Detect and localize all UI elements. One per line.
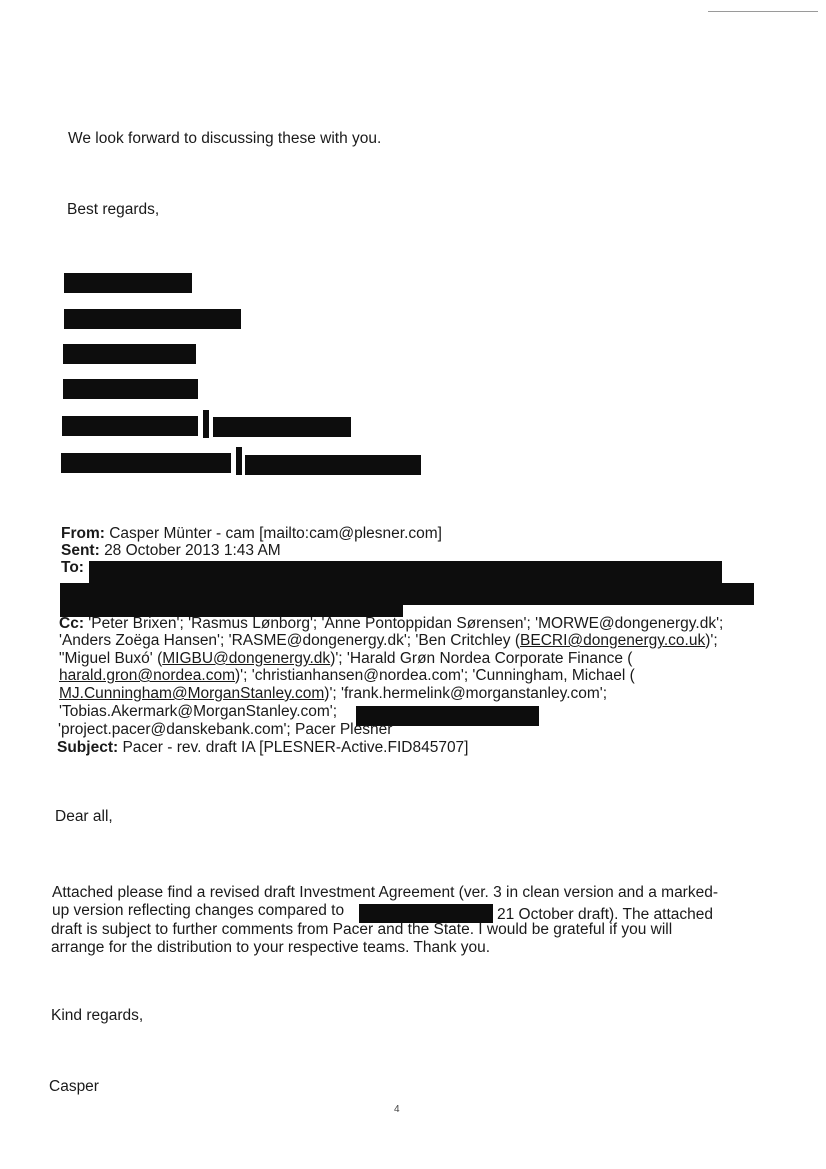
redaction-bar (236, 447, 242, 475)
redaction-bar (61, 453, 231, 473)
cc-line-7: 'project.pacer@danskebank.com'; Pacer Plesner (58, 721, 393, 738)
page-number: 4 (394, 1104, 400, 1115)
sent-value: 28 October 2013 1:43 AM (104, 542, 281, 559)
cc-text: )'; 'Harald Grøn Nordea Corporate Finance ( (330, 650, 633, 667)
email-link[interactable]: MIGBU@dongenergy.dk (162, 650, 331, 667)
redaction-bar (63, 379, 198, 399)
to-label: To: (61, 559, 84, 576)
paragraph-line: arrange for the distribution to your respective teams. Thank you. (51, 939, 491, 956)
cc-text: )'; (705, 632, 718, 649)
cc-label: Cc: (59, 615, 84, 632)
sent-line (61, 542, 281, 560)
cc-line-5 (59, 685, 607, 703)
from-value: Casper Münter - cam [mailto:cam@plesner.com] (109, 525, 442, 542)
email-link[interactable]: BECRI@dongenergy.co.uk (520, 632, 706, 649)
sent-label: Sent: (61, 542, 100, 559)
cc-text: 'Peter Brixen'; 'Rasmus Lønborg'; 'Anne Pontoppidan Sørensen'; 'MORWE@dongenergy.dk'; (88, 615, 724, 632)
paragraph-line: 21 October draft). The attached (497, 906, 713, 923)
email-link[interactable]: harald.gron@nordea.com (59, 667, 236, 684)
greeting: Dear all, (55, 808, 113, 825)
redaction-bar (64, 309, 241, 329)
redaction-bar (64, 273, 192, 293)
to-redaction (60, 583, 754, 605)
cc-line-6: 'Tobias.Akermark@MorganStanley.com'; (59, 703, 338, 720)
kind-regards: Kind regards, (51, 1007, 144, 1024)
paragraph-line: draft is subject to further comments from Pacer and the State. I would be grateful if you will (51, 921, 673, 938)
redaction-bar (203, 410, 209, 438)
from-line (61, 525, 442, 543)
redaction-bar (213, 417, 351, 437)
cc-text: "Miguel Buxó' ( (59, 650, 163, 667)
from-label: From: (61, 525, 105, 542)
email-link[interactable]: MJ.Cunningham@MorganStanley.com (59, 685, 325, 702)
cc-line-3 (59, 650, 632, 668)
cc-text: )'; 'christianhansen@nordea.com'; 'Cunningham, Michael ( (235, 667, 635, 684)
subject-value: Pacer - rev. draft IA [PLESNER-Active.FID845707] (122, 739, 469, 756)
best-regards: Best regards, (67, 201, 160, 218)
scan-artifact-line (708, 11, 818, 12)
cc-text: )'; 'frank.hermelink@morganstanley.com'; (324, 685, 608, 702)
cc-line-1 (59, 615, 723, 633)
redaction-bar (62, 416, 198, 436)
cc-line-2 (59, 632, 718, 650)
redaction-bar (63, 344, 196, 364)
redaction-bar (245, 455, 421, 475)
cc-text: 'Anders Zoëga Hansen'; 'RASME@dongenergy.dk'; 'Ben Critchley ( (59, 632, 521, 649)
paragraph-line: up version reflecting changes compared to (52, 902, 345, 919)
subject-line (57, 739, 469, 757)
subject-label: Subject: (57, 739, 119, 756)
closing-line: We look forward to discussing these with you. (68, 130, 382, 147)
signature-name: Casper (49, 1078, 99, 1095)
cc-line-4 (59, 667, 635, 685)
paragraph-line: Attached please find a revised draft Investment Agreement (ver. 3 in clean version and a marked- (52, 884, 719, 901)
to-redaction (89, 561, 722, 585)
